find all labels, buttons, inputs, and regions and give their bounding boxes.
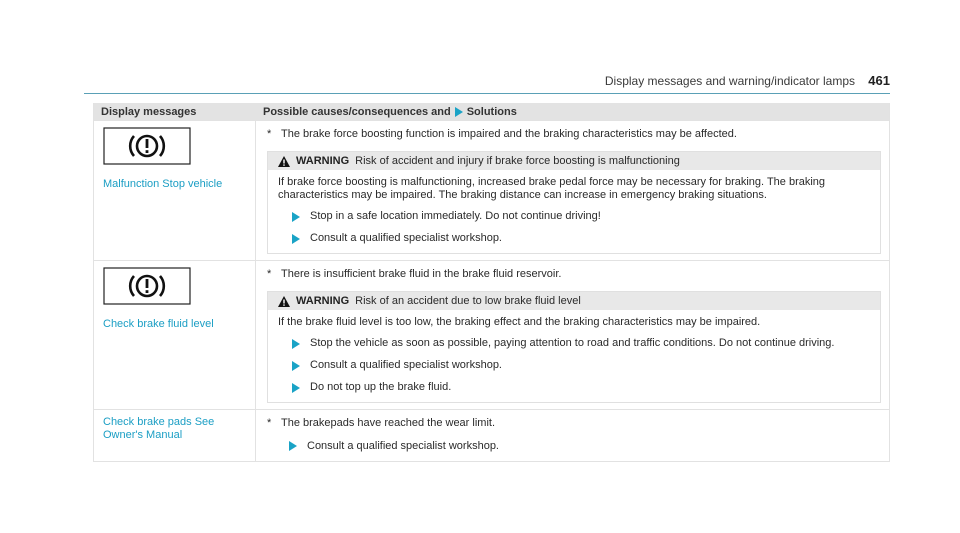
arrow-right-icon — [289, 441, 297, 451]
table-row — [94, 260, 889, 409]
bullet-star: * — [267, 128, 272, 140]
col-header-display-messages: Display messages — [101, 105, 197, 118]
arrow-right-icon — [292, 234, 300, 244]
warning-title: Risk of accident and injury if brake force boosting is malfunctioning — [355, 155, 680, 167]
arrow-right-icon — [292, 361, 300, 371]
warning-label: WARNING — [296, 295, 350, 307]
col-header-causes — [256, 106, 889, 118]
warning-box — [267, 291, 881, 403]
warning-box — [267, 151, 881, 254]
cause-text: There is insufficient brake fluid in the brake fluid reservoir. — [281, 268, 562, 280]
table-row — [94, 120, 889, 260]
arrow-right-icon — [292, 383, 300, 393]
brake-malfunction-lamp-icon — [103, 127, 191, 165]
solution-step — [278, 232, 872, 245]
col-header-solutions-label: Solutions — [466, 105, 517, 118]
cause-item — [267, 416, 881, 430]
display-message-text: Check brake fluid level — [103, 318, 214, 330]
warning-body — [268, 310, 880, 402]
display-message-text: Malfunction Stop vehicle — [103, 178, 223, 190]
warning-header — [268, 292, 880, 310]
solution-step — [289, 440, 881, 452]
solution-step-text: Stop the vehicle as soon as possible, paying attention to road and traffic conditions. Do not continue driving. — [310, 337, 835, 349]
solution-step-text: Consult a qualified specialist workshop. — [310, 232, 502, 244]
display-message-text-line1: Check brake pads See — [103, 416, 215, 428]
causes-solutions-cell — [256, 261, 889, 409]
warning-body — [268, 170, 880, 253]
solution-step — [278, 210, 872, 223]
display-message-cell — [94, 410, 256, 461]
display-messages-table — [93, 103, 890, 462]
causes-solutions-cell — [256, 121, 889, 260]
solution-step — [278, 359, 872, 372]
warning-header — [268, 152, 880, 170]
display-message-cell — [94, 121, 256, 260]
bullet-star: * — [267, 268, 272, 280]
warning-title: Risk of an accident due to low brake fluid level — [355, 295, 581, 307]
brake-fluid-lamp-icon — [103, 267, 191, 305]
cause-text: The brake force boosting function is impaired and the braking characteristics may be affected. — [281, 128, 737, 140]
solution-step — [278, 337, 872, 350]
solution-step-text: Stop in a safe location immediately. Do not continue driving! — [310, 210, 601, 222]
arrow-right-icon — [292, 212, 300, 222]
warning-triangle-icon — [278, 156, 290, 167]
page-number: 461 — [868, 73, 890, 88]
solution-step — [278, 381, 872, 394]
causes-solutions-cell — [256, 410, 889, 461]
display-message-cell — [94, 261, 256, 409]
warning-text: If brake force boosting is malfunctioning, increased brake pedal force may be necessary for braking. The braking characteristics may be impaired. The braking distance can increase in emergency braking situations. — [278, 176, 826, 201]
solution-step-text: Consult a qualified specialist workshop. — [310, 359, 502, 371]
col-header-causes-label: Possible causes/consequences and — [263, 105, 451, 118]
warning-text: If the brake fluid level is too low, the braking effect and the braking characteristics may be impaired. — [278, 316, 761, 328]
cause-text: The brakepads have reached the wear limit. — [281, 417, 496, 429]
header-rule — [84, 93, 890, 94]
warning-label: WARNING — [296, 155, 350, 167]
table-header — [94, 103, 889, 120]
warning-triangle-icon — [278, 296, 290, 307]
cause-item — [267, 127, 881, 141]
cause-item — [267, 267, 881, 281]
running-header-title: Display messages and warning/indicator lamps — [604, 74, 855, 88]
table-row — [94, 409, 889, 461]
bullet-star: * — [267, 417, 272, 429]
solution-step-text: Consult a qualified specialist workshop. — [307, 440, 499, 452]
display-message-text-line2: Owner's Manual — [103, 429, 183, 441]
arrow-right-icon — [455, 107, 463, 117]
arrow-right-icon — [292, 339, 300, 349]
solution-step-text: Do not top up the brake fluid. — [310, 381, 452, 393]
